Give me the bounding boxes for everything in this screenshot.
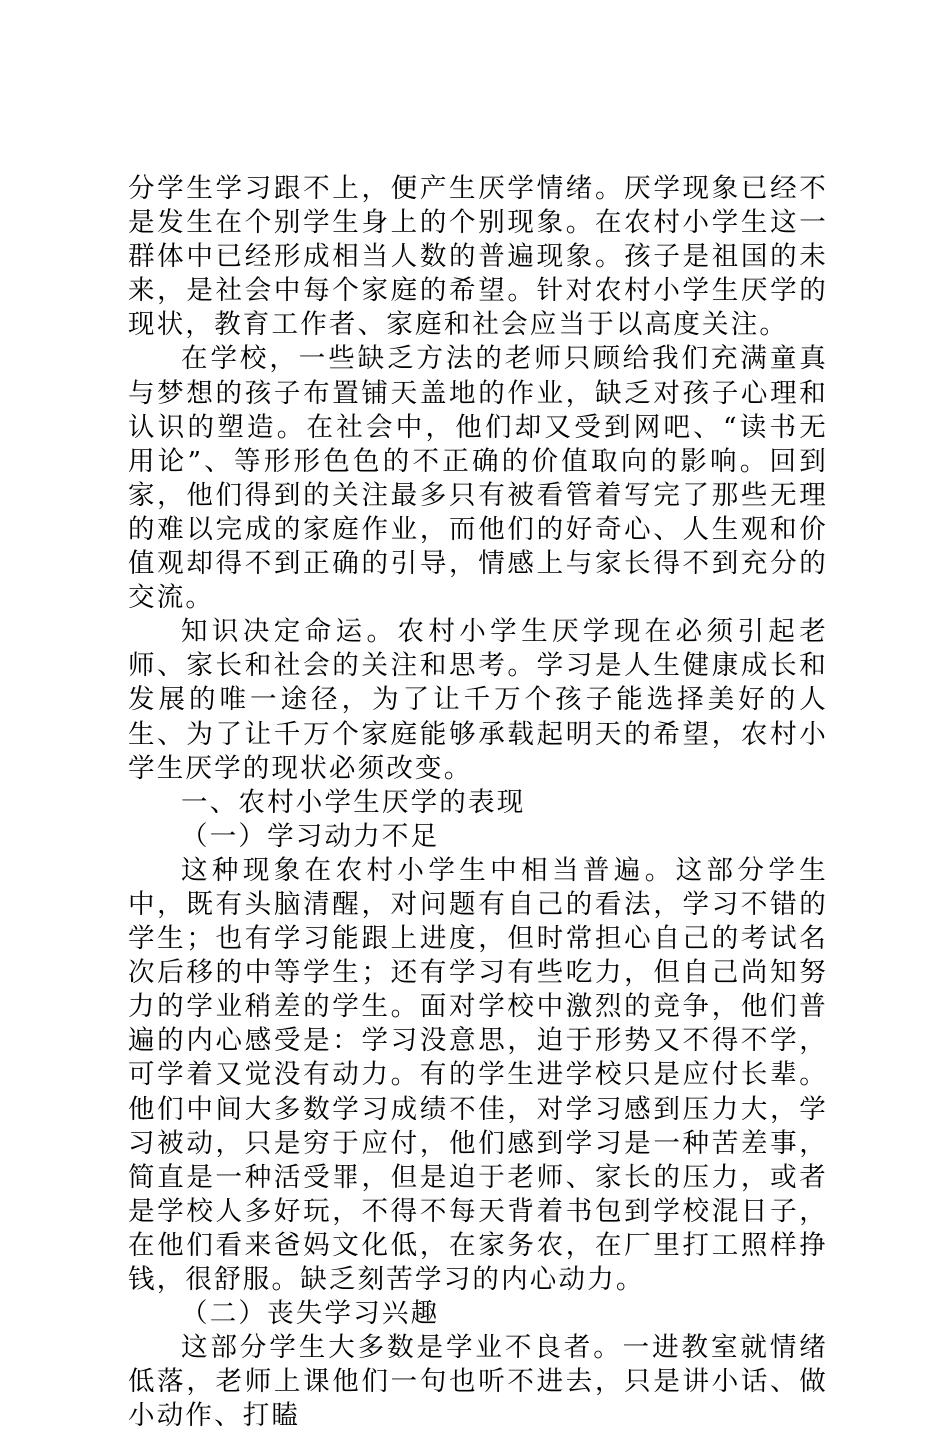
paragraph-knowledge-destiny: 知识决定命运。农村小学生厌学现在必须引起老师、家长和社会的关注和思考。学习是人生健康成长和发展的唯一途径，为了让千万个孩子能选择美好的人生、为了让千万个家庭能够承载起明天的希望，农村小学生厌学的现状必须改变。 bbox=[128, 616, 828, 784]
paragraph-school-society-home: 在学校，一些缺乏方法的老师只顾给我们充满童真与梦想的孩子布置铺天盖地的作业，缺乏对孩子心理和认识的塑造。在社会中，他们却又受到网吧、“读书无用论”、等形形色色的不正确的价值取向的影响。回到家，他们得到的关注最多只有被看管着写完了那些无理的难以完成的家庭作业，而他们的好奇心、人生观和价值观却得不到正确的引导，情感上与家长得不到充分的交流。 bbox=[128, 343, 828, 614]
section-heading-manifestations: 一、农村小学生厌学的表现 bbox=[181, 786, 526, 818]
subsection-heading-interest: （二）丧失学习兴趣 bbox=[181, 1298, 440, 1330]
paragraph-motivation: 这种现象在农村小学生中相当普遍。这部分学生中，既有头脑清醒，对问题有自己的看法，学习不错的学生；也有学习能跟上进度，但时常担心自己的考试名次后移的中等学生；还有学习有些吃力，但自己尚知努力的学业稍差的学生。面对学校中激烈的竞争，他们普遍的内心感受是：学习没意思，迫于形势又不得不学，可学着又觉没有动力。有的学生进学校只是应付长辈。他们中间大多数学习成绩不佳，对学习感到压力大，学习被动，只是穷于应付，他们感到学习是一种苦差事，简直是一种活受罪，但是迫于老师、家长的压力，或者是学校人多好玩，不得不每天背着书包到学校混日子，在他们看来爸妈文化低，在家务农，在厂里打工照样挣钱，很舒服。缺乏刻苦学习的内心动力。 bbox=[128, 854, 828, 1295]
subsection-heading-motivation: （一）学习动力不足 bbox=[181, 820, 440, 852]
document-page bbox=[128, 172, 828, 1433]
paragraph-interest: 这部分学生大多数是学业不良者。一进教室就情绪低落，老师上课他们一句也听不进去，只是讲小话、做小动作、打瞌 bbox=[128, 1332, 828, 1432]
paragraph-intro-continuation: 分学生学习跟不上，便产生厌学情绪。厌学现象已经不是发生在个别学生身上的个别现象。在农村小学生这一群体中已经形成相当人数的普遍现象。孩子是祖国的未来，是社会中每个家庭的希望。针对农村小学生厌学的现状，教育工作者、家庭和社会应当于以高度关注。 bbox=[128, 173, 828, 341]
